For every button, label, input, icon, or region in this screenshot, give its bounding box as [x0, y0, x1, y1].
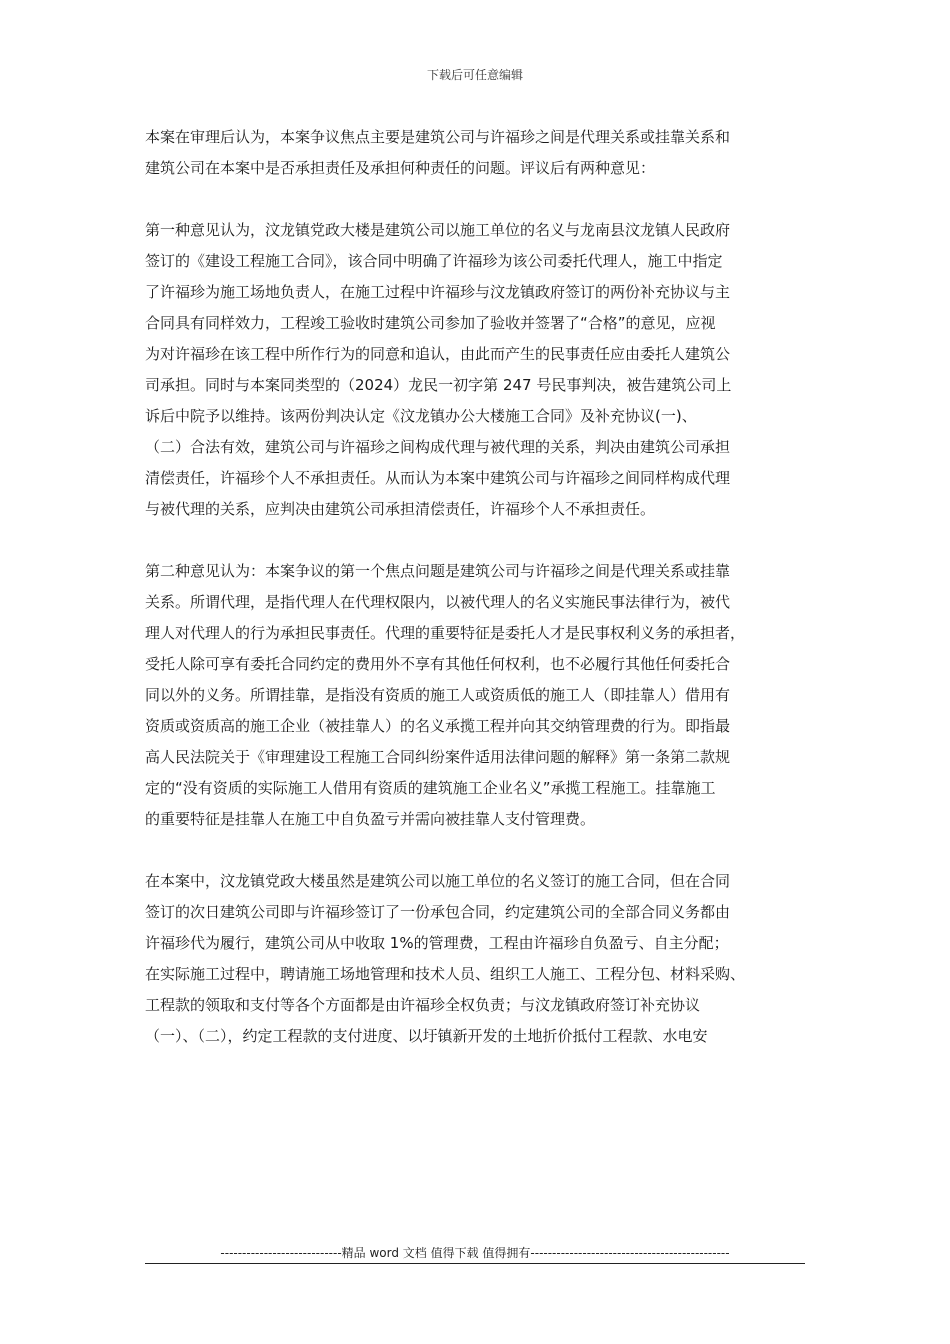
text-line: 与被代理的关系，应判决由建筑公司承担清偿责任，许福珍个人不承担责任。 [145, 500, 656, 518]
text-line: （二）合法有效，建筑公司与许福珍之间构成代理与被代理的关系，判决由建筑公司承担 [145, 438, 731, 456]
text-line: 工程款的领取和支付等各个方面都是由许福珍全权负责；与汶龙镇政府签订补充协议 [145, 996, 701, 1014]
text-line: 合同具有同样效力，工程竣工验收时建筑公司参加了验收并签署了“合格”的意见，应视 [145, 314, 716, 332]
text-line: 诉后中院予以维持。该两份判决认定《汶龙镇办公大楼施工合同》及补充协议(一)、 [145, 407, 697, 425]
text-line: 为对许福珍在该工程中所作行为的同意和追认，由此而产生的民事责任应由委托人建筑公 [145, 345, 731, 363]
text-line: 签订的次日建筑公司即与许福珍签订了一份承包合同，约定建筑公司的全部合同义务都由 [145, 903, 731, 921]
text-line: 本案在审理后认为，本案争议焦点主要是建筑公司与许福珍之间是代理关系或挂靠关系和 [145, 128, 731, 146]
text-line: 关系。所谓代理，是指代理人在代理权限内，以被代理人的名义实施民事法律行为，被代 [145, 593, 731, 611]
text-line: 资质或资质高的施工企业（被挂靠人）的名义承揽工程并向其交纳管理费的行为。即指最 [145, 717, 731, 735]
text-line: 第二种意见认为：本案争议的第一个焦点问题是建筑公司与许福珍之间是代理关系或挂靠 [145, 562, 731, 580]
paragraph-4 [145, 866, 813, 1052]
page-header: 下载后可任意编辑 [426, 68, 523, 82]
text-line: 定的“没有资质的实际施工人借用有资质的建筑施工企业名义”承揽工程施工。挂靠施工 [145, 779, 716, 797]
text-line: （一）、（二），约定工程款的支付进度、以圩镇新开发的土地折价抵付工程款、水电安 [145, 1027, 708, 1045]
text-line: 签订的《建设工程施工合同》，该合同中明确了许福珍为该公司委托代理人，施工中指定 [145, 252, 723, 270]
text-line: 许福珍代为履行，建筑公司从中收取 1%的管理费，工程由许福珍自负盈亏、自主分配； [145, 934, 729, 952]
text-line: 高人民法院关于《审理建设工程施工合同纠纷案件适用法律问题的解释》第一条第二款规 [145, 748, 731, 766]
text-line: 建筑公司在本案中是否承担责任及承担何种责任的问题。评议后有两种意见： [145, 159, 656, 177]
paragraph-3 [145, 556, 813, 835]
text-line: 司承担。同时与本案同类型的（2024）龙民一初字第 247 号民事判决，被告建筑公司上 [145, 376, 732, 394]
text-line: 在实际施工过程中，聘请施工场地管理和技术人员、组织工人施工、工程分包、材料采购、 [145, 965, 746, 983]
text-line: 第一种意见认为，汶龙镇党政大楼是建筑公司以施工单位的名义与龙南县汶龙镇人民政府 [145, 221, 731, 239]
paragraph-1 [145, 122, 813, 184]
footer-divider [145, 1263, 805, 1264]
text-line: 同以外的义务。所谓挂靠，是指没有资质的施工人或资质低的施工人（即挂靠人）借用有 [145, 686, 731, 704]
text-line: 的重要特征是挂靠人在施工中自负盈亏并需向被挂靠人支付管理费。 [145, 810, 596, 828]
text-line: 了许福珍为施工场地负责人，在施工过程中许福珍与汶龙镇政府签订的两份补充协议与主 [145, 283, 731, 301]
text-line: 在本案中，汶龙镇党政大楼虽然是建筑公司以施工单位的名义签订的施工合同，但在合同 [145, 872, 731, 890]
paragraph-2 [145, 215, 813, 525]
text-line: 受托人除可享有委托合同约定的费用外不享有其他任何权利，也不必履行其他任何委托合 [145, 655, 731, 673]
page-footer: ----------------------------精品 word 文档 值得下载 值得拥有---------------------------------------------- [220, 1246, 730, 1260]
document-body [145, 122, 813, 1083]
text-line: 清偿责任，许福珍个人不承担责任。从而认为本案中建筑公司与许福珍之间同样构成代理 [145, 469, 731, 487]
text-line: 理人对代理人的行为承担民事责任。代理的重要特征是委托人才是民事权利义务的承担者， [145, 624, 746, 642]
